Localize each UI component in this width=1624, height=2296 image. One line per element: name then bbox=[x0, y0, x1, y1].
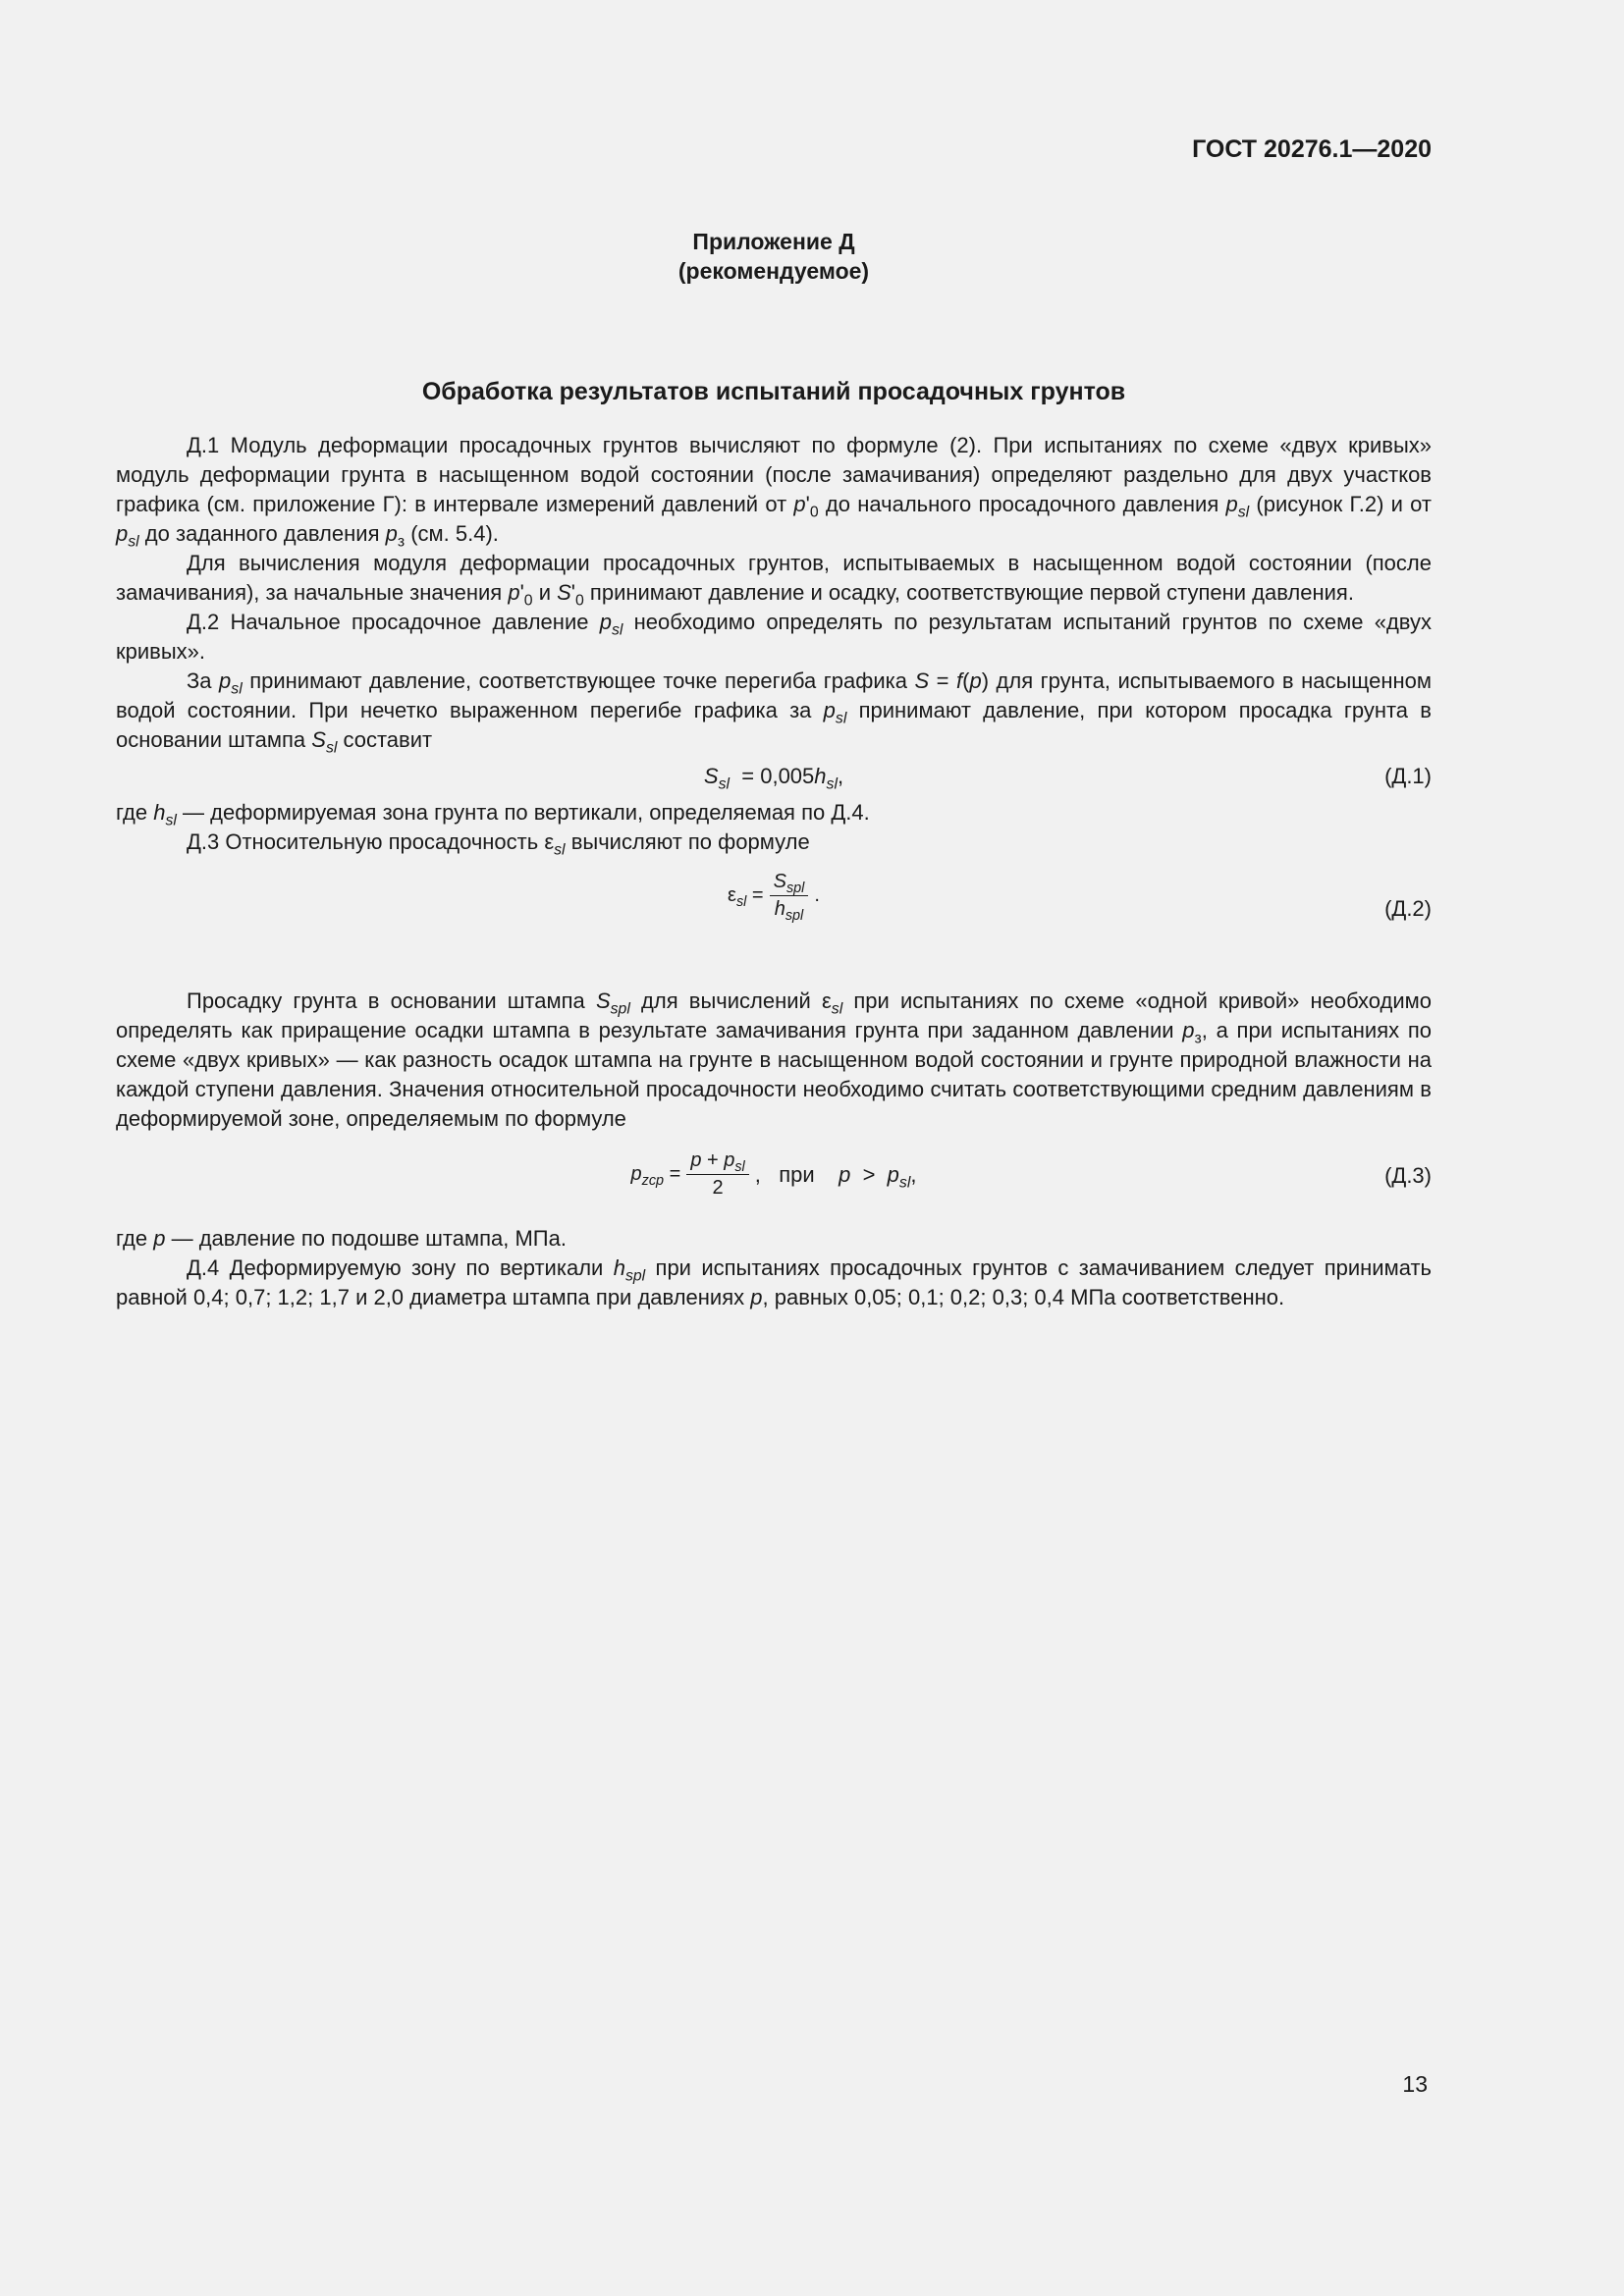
paragraph-d1-1: Д.1 Модуль деформации просадочных грунтов вычисляют по формуле (2). При испытаниях по схеме «двух кривых» модуль деформации грунта в насыщенном водой состоянии (после замачивания) определяют раздельно для двух участков графика (см. приложение Г): в интервале измерений давлений от $p'_0$ до начального просадочного давления $p_{sl}$ (рисунок Г.2) и от $p_{sl}$ до заданного давления $p_з$ (см. 5.4). bbox=[116, 433, 1433, 551]
appendix-heading bbox=[116, 227, 1432, 286]
paragraph-d3-1: Просадку грунта в основании штампа $S_{spl}$ для вычислений $\varepsilon_{sl}$ при испытаниях по схеме «одной кривой» необходимо определять как приращение осадки штампа в результате замачивания грунта при заданном давлении $p_з$, а при испытаниях по схеме «двух кривых» — как разность осадок штампа на грунте в насыщенном водой состоянии и грунте природной влажности на каждой ступени давления. Значения относительной просадочности необходимо считать соответствующими средним давлениям в деформируемой зоне, определяемым по формуле bbox=[116, 988, 1432, 1131]
equation-d1-body: $S_{sl} = 0,005h_{sl}$, bbox=[703, 764, 844, 793]
standard-number: ГОСТ 20276.1—2020 bbox=[1192, 135, 1432, 163]
equation-d3 bbox=[116, 1149, 1432, 1220]
appendix-status: (рекомендуемое) bbox=[677, 258, 870, 284]
page-number: 13 bbox=[1402, 2071, 1428, 2097]
where-d1: где $h_{sl}$ — деформируемая зона грунта по вертикали, определяемая по Д.4. bbox=[116, 800, 870, 829]
paragraph-d4-1: Д.4 Деформируемую зону по вертикали $h_{spl}$ при испытаниях просадочных грунтов с замачиванием следует принимать равной 0,4; 0,7; 1,2; 1,7 и 2,0 диаметра штампа при давлениях p, равных 0,05; 0,1; 0,2; 0,3; 0,4 МПа соответственно. bbox=[116, 1255, 1432, 1309]
fraction: $\frac{S_{spl}}{h_{spl}}$ bbox=[770, 871, 809, 921]
equation-number: (Д.1) bbox=[1384, 764, 1432, 788]
paragraph-d1-2: Для вычисления модуля деформации просадочных грунтов, испытываемых в насыщенном водой состоянии (после замачивания), за начальные значения $p'_0$ и $S'_0$ принимают давление и осадку, соответствующие первой ступени давления. bbox=[116, 551, 1432, 610]
equation-d1 bbox=[116, 755, 1432, 798]
document-body bbox=[116, 431, 1432, 1312]
section-title: Обработка результатов испытаний просадочных грунтов bbox=[421, 378, 1126, 405]
equation-d3-body: $p_{zcp}$ = $\frac{p + p_{sl}}{2}$ , при $p > p_{sl}$, bbox=[630, 1149, 917, 1199]
document-page bbox=[116, 137, 1432, 1312]
paragraph-d2-2: За $p_{sl}$ принимают давление, соответствующее точке перегиба графика S = f(p) для грунта, испытываемого в насыщенном водой состоянии. При нечетко выраженном перегибе графика за $p_{sl}$ принимают давление, при котором просадка грунта в основании штампа $S_{sl}$ составит bbox=[116, 668, 1433, 757]
appendix-title: Приложение Д bbox=[692, 229, 855, 254]
paragraph-d2-1: Д.2 Начальное просадочное давление $p_{sl}$ необходимо определять по результатам испытаний грунтов по схеме «двух кривых». bbox=[116, 610, 1432, 664]
paragraph-d3-intro: Д.3 Относительную просадочность $\varepsilon_{sl}$ вычисляют по формуле bbox=[187, 829, 810, 859]
where-d3: где p — давление по подошве штампа, МПа. bbox=[116, 1226, 567, 1251]
equation-d2-body: $\varepsilon_{sl}$ = $\frac{S_{spl}}{h_{spl}}$ . bbox=[728, 871, 820, 925]
equation-number: (Д.2) bbox=[1384, 896, 1432, 921]
equation-d2 bbox=[116, 871, 1432, 961]
fraction: $\frac{p + p_{sl}}{2}$ bbox=[686, 1149, 748, 1200]
equation-number: (Д.3) bbox=[1384, 1163, 1432, 1188]
